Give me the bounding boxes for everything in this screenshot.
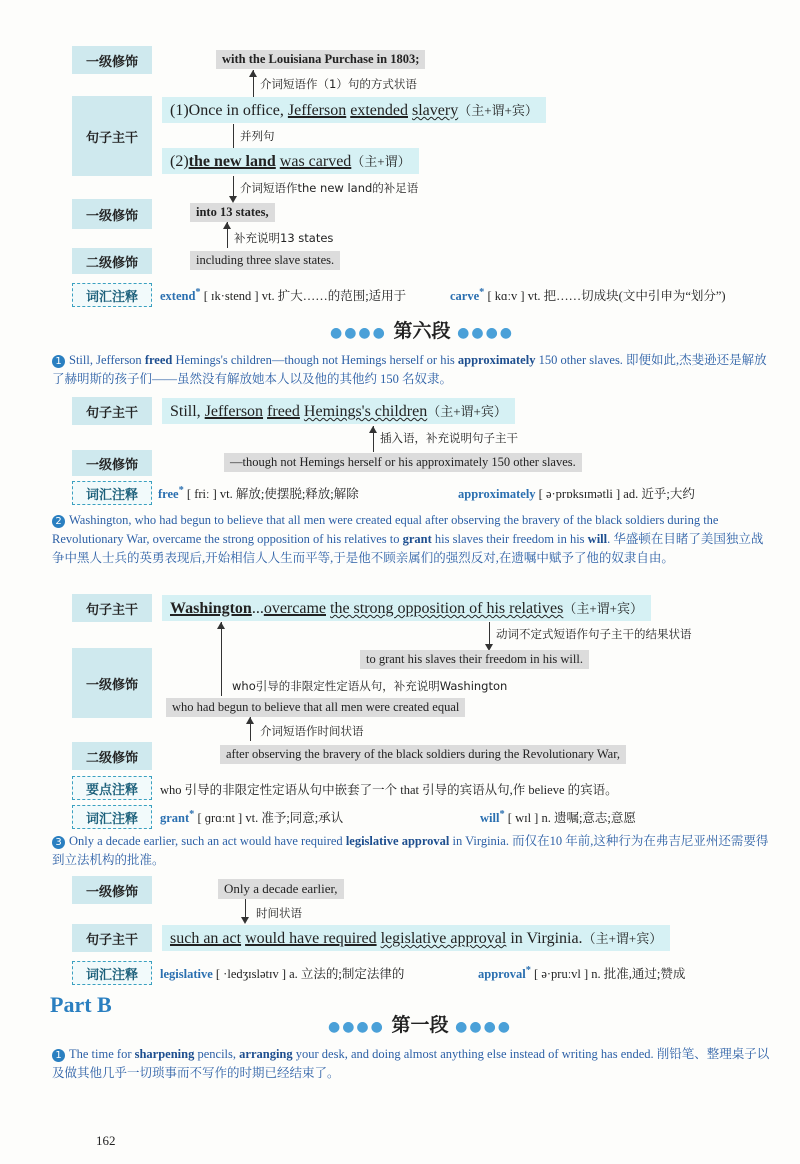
modifier-13-states: into 13 states,: [190, 203, 275, 222]
label-main-clause-4: 句子主干: [72, 924, 152, 952]
section-title-1: ●●●● 第一段 ●●●●: [328, 1014, 513, 1036]
modifier-after-observing: after observing the bravery of the black soldiers during the Revolutionary War,: [220, 745, 626, 764]
note-time-adverbial: 介词短语作时间状语: [260, 724, 364, 738]
vocab-extend: extend* [ ɪk·stend ] vt. 扩大……的范围;适用于: [160, 286, 407, 303]
note-13-states: 补充说明13 states: [234, 231, 334, 245]
part-b-heading: Part B: [50, 992, 112, 1017]
note-complement: 介词短语作the new land的补足语: [240, 181, 419, 195]
modifier-louisiana: with the Louisiana Purchase in 1803;: [216, 50, 425, 69]
modifier-slave-states: including three slave states.: [190, 251, 340, 270]
label-level1-modifier-4: 一级修饰: [72, 648, 152, 718]
modifier-though: —though not Hemings herself or his approximately 150 other slaves.: [224, 453, 582, 472]
label-vocab-4: 词汇注释: [72, 961, 152, 985]
vocab-will: will* [ wɪl ] n. 遗嘱;意志;意愿: [480, 808, 636, 825]
modifier-to-grant: to grant his slaves their freedom in his will.: [360, 650, 589, 669]
note-nonrestrictive: who引导的非限定性定语从句，补充说明Washington: [232, 679, 508, 693]
note-manner-adverbial: 介词短语作（1）句的方式状语: [260, 77, 417, 91]
label-level1-modifier-5: 一级修饰: [72, 876, 152, 904]
label-main-clause-2: 句子主干: [72, 397, 152, 425]
note-time: 时间状语: [256, 906, 302, 920]
label-level2-modifier: 二级修饰: [72, 248, 152, 274]
paragraph-2: 2 Washington, who had begun to believe that all men were created equal after observing the bravery of the black soldiers during the Revolutionary War, overcame the strong opposition of his relatives to grant his slaves their freedom in his will. 华盛顿在目睹了美国独立战争中黑人士兵的英勇表现后,开始相信人人生而平等,于是他不顾亲属们的强烈反对,在遗嘱中赋予了他的奴隶自由。: [52, 513, 764, 565]
label-vocab: 词汇注释: [72, 283, 152, 307]
label-main-clause-3: 句子主干: [72, 594, 152, 622]
label-main-clause: 句子主干: [72, 96, 152, 176]
modifier-decade: Only a decade earlier,: [218, 879, 344, 899]
note-result-adverbial: 动词不定式短语作句子主干的结果状语: [496, 627, 692, 641]
paragraph-1: 1 Still, Jefferson freed Hemings's children—though not Hemings herself or his approximately 150 other slaves. 即便如此,杰斐逊还是解放了赫明斯的孩子们——虽然没有解放她本人以及他的其他约 150 名奴隶。: [52, 353, 767, 386]
main-clause-2: (2)the new land was carved（主+谓）: [162, 148, 419, 174]
label-vocab-2: 词汇注释: [72, 481, 152, 505]
label-level1-modifier: 一级修饰: [72, 46, 152, 74]
label-vocab-3: 词汇注释: [72, 805, 152, 829]
vocab-free: free* [ friː ] vt. 解放;使摆脱;释放;解除: [158, 484, 359, 501]
vocab-legislative: legislative [ ·ledʒɪslətɪv ] a. 立法的;制定法律的: [160, 967, 405, 981]
label-key-point: 要点注释: [72, 776, 152, 800]
label-level2-modifier-2: 二级修饰: [72, 742, 152, 770]
vocab-grant: grant* [ ɡrɑːnt ] vt. 准予;同意;承认: [160, 808, 344, 825]
label-level1-modifier-2: 一级修饰: [72, 199, 152, 229]
page-number: 162: [96, 1133, 116, 1148]
paragraph-4: 1 The time for sharpening pencils, arranging your desk, and doing almost anything else instead of writing has ended. 削铅笔、整理桌子以及做其他几乎一切琐事而不写作的时期已经结束了。: [52, 1047, 770, 1080]
modifier-who-clause: who had begun to believe that all men were created equal: [166, 698, 465, 717]
label-level1-modifier-3: 一级修饰: [72, 450, 152, 476]
vocab-approval: approval* [ ə·pruːvl ] n. 批准,通过;赞成: [478, 964, 686, 981]
note-parenthetical: 插入语，补充说明句子主干: [380, 431, 518, 445]
main-clause-act: such an act would have required legislative approval in Virginia.（主+谓+宾）: [162, 925, 670, 951]
main-clause-1: (1)Once in office, Jefferson extended slavery（主+谓+宾）: [162, 97, 546, 123]
section-title-6: ●●●● 第六段 ●●●●: [330, 320, 515, 342]
vocab-carve: carve* [ kɑːv ] vt. 把……切成块(文中引申为“划分”): [450, 286, 726, 303]
main-clause-washington: Washington...overcame the strong opposition of his relatives（主+谓+宾）: [162, 595, 651, 621]
note-coordinate: 并列句: [240, 129, 275, 143]
vocab-approximately: approximately [ ə·prɒksɪmətli ] ad. 近乎;大约: [458, 487, 695, 501]
paragraph-3: 3 Only a decade earlier, such an act would have required legislative approval in Virginia. 而仅在10 年前,这种行为在弗吉尼亚州还需要得到立法机构的批准。: [52, 834, 769, 867]
main-clause-jefferson: Still, Jefferson freed Hemings's children（主+谓+宾）: [162, 398, 515, 424]
key-point-text: who 引导的非限定性定语从句中嵌套了一个 that 引导的宾语从句,作 believe 的宾语。: [160, 783, 618, 797]
